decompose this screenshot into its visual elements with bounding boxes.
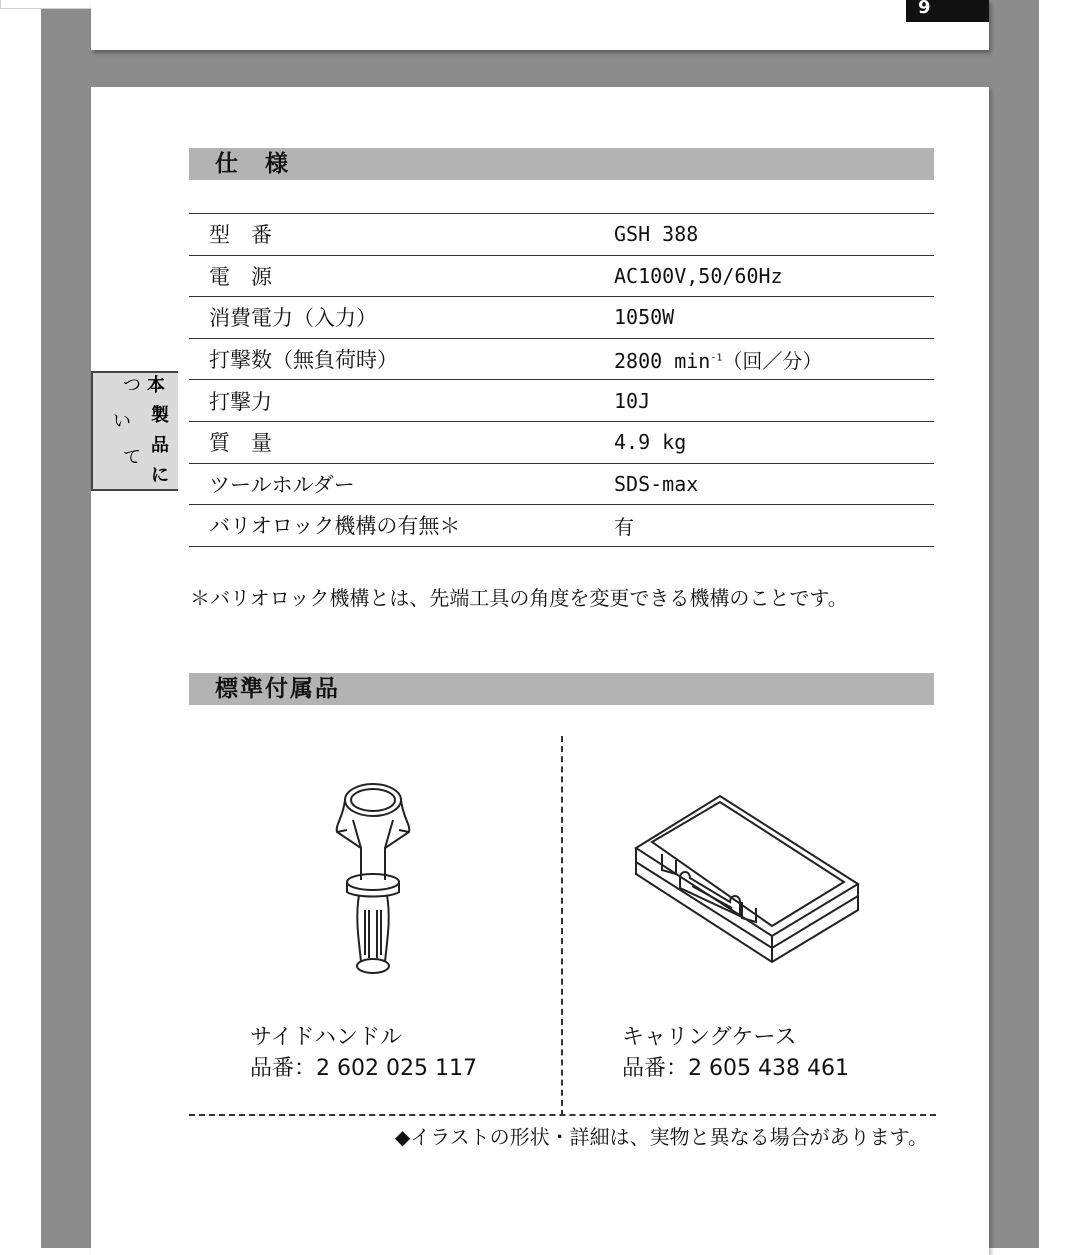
table-row: 消費電力（入力） 1050W: [189, 297, 934, 339]
impact-rate-exponent: -1: [710, 351, 723, 363]
table-row: 打撃数（無負荷時） 2800 $\min^{-1}$（回／分）: [189, 338, 934, 380]
accessory-item: [622, 1022, 849, 1084]
table-row: 電 源 AC100V,50/60Hz: [189, 255, 934, 297]
accessory-part-number: 品番：2 602 025 117: [250, 1056, 477, 1081]
side-tab-char: つ: [123, 375, 141, 396]
table-row: ツールホルダー SDS-max: [189, 463, 934, 505]
accessory-name: サイドハンドル: [250, 1025, 403, 1050]
illustration-disclaimer: ◆イラストの形状・詳細は、実物と異なる場合があります。: [394, 1125, 928, 1149]
side-tab-char: て: [123, 447, 141, 468]
side-tab-char: 品: [151, 435, 169, 456]
page-number: 9: [906, 0, 989, 22]
table-row: 質 量 4.9 kg: [189, 421, 934, 463]
bottom-divider: [189, 1114, 936, 1116]
impact-rate-unit: （回／分）: [722, 348, 823, 373]
accessory-item: [250, 1022, 477, 1084]
accessory-part-number: 品番：2 605 438 461: [622, 1056, 849, 1081]
side-index-tab: [91, 371, 178, 491]
accessory-divider: [561, 736, 563, 1116]
variolock-note: ＊バリオロック機構とは、先端工具の角度を変更できる機構のことです。: [190, 586, 848, 610]
side-handle-icon: [325, 770, 425, 980]
table-row: バリオロック機構の有無＊ 有: [189, 505, 934, 547]
side-tab-char: 製: [151, 405, 169, 426]
side-tab-char: に: [151, 465, 169, 486]
table-row: 打撃力 10J: [189, 380, 934, 422]
accessories-section-title: 標準付属品: [189, 673, 934, 705]
table-row: 型 番 GSH 388: [189, 214, 934, 256]
specs-table: [189, 213, 934, 547]
accessory-name: キャリングケース: [622, 1025, 797, 1050]
specs-section-title: 仕 様: [189, 148, 934, 180]
carrying-case-icon: [632, 790, 864, 965]
impact-rate-value: 2800 min: [614, 348, 711, 373]
previous-page: [91, 0, 989, 50]
side-tab-char: 本: [147, 375, 165, 396]
side-tab-char: い: [113, 411, 131, 432]
